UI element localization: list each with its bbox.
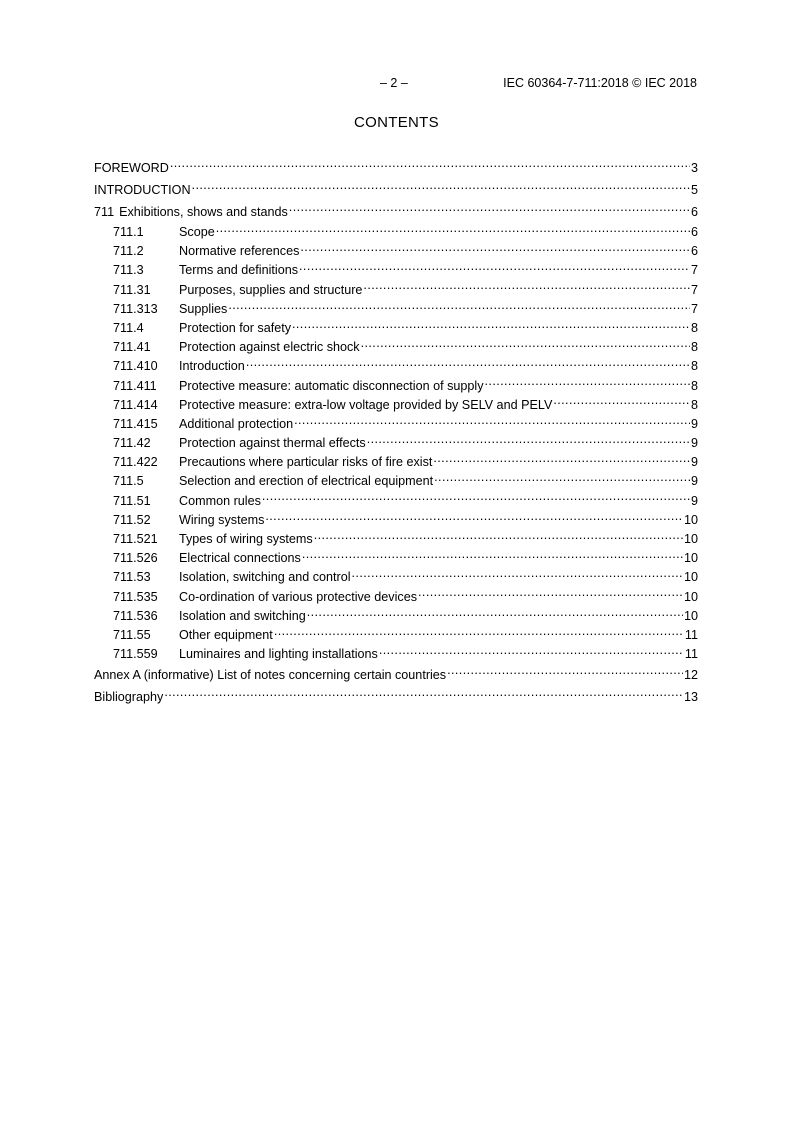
- toc-dot-leader: [265, 511, 683, 524]
- toc-entry-number: 711.31: [113, 282, 151, 297]
- toc-dot-leader: [289, 203, 690, 216]
- toc-entry-number: 711.2: [113, 244, 144, 259]
- toc-entry-number: 711: [94, 205, 115, 219]
- toc-entry-title: Purposes, supplies and structure: [179, 282, 363, 297]
- toc-entry-title: Electrical connections: [179, 551, 301, 566]
- toc-dot-leader: [553, 396, 690, 409]
- toc-entry[interactable]: [94, 568, 698, 587]
- toc-entry[interactable]: [94, 492, 698, 511]
- toc-entry-title: Protection against thermal effects: [179, 436, 366, 451]
- toc-dot-leader: [447, 667, 683, 680]
- toc-dot-leader: [246, 358, 690, 371]
- toc-entry-number: 711.42: [113, 436, 151, 451]
- toc-entry[interactable]: [94, 664, 698, 686]
- contents-title: CONTENTS: [354, 114, 439, 131]
- toc-entry-number: 711.521: [113, 532, 158, 546]
- toc-entry-title: Introduction: [179, 359, 245, 374]
- toc-entry-page: 11: [684, 627, 698, 642]
- toc-entry[interactable]: [94, 686, 698, 708]
- toc-entry-page: 8: [690, 378, 698, 393]
- toc-entry-title: Annex A (informative) List of notes concerning certain countries: [94, 668, 447, 683]
- toc-entry[interactable]: [94, 645, 698, 664]
- toc-dot-leader: [418, 588, 683, 601]
- table-of-contents: [94, 157, 698, 708]
- toc-entry[interactable]: [94, 201, 698, 223]
- toc-entry[interactable]: [94, 511, 698, 530]
- toc-entry-page: 7: [690, 263, 698, 278]
- toc-entry-page: 8: [690, 359, 698, 374]
- toc-entry[interactable]: [94, 472, 698, 491]
- toc-entry-number: 711.55: [113, 627, 151, 642]
- toc-entry-page: 10: [683, 570, 698, 585]
- toc-entry-title: FOREWORD: [94, 161, 169, 175]
- toc-dot-leader: [361, 339, 690, 352]
- toc-entry-title: Protective measure: automatic disconnection of supply: [179, 378, 484, 393]
- toc-entry-title: Normative references: [179, 244, 300, 259]
- toc-entry[interactable]: [94, 223, 698, 242]
- toc-entry-page: 7: [690, 301, 698, 316]
- toc-entry-page: 12: [683, 668, 698, 683]
- toc-entry-title: Additional protection: [179, 416, 294, 431]
- toc-entry[interactable]: [94, 281, 698, 300]
- toc-entry[interactable]: [94, 179, 698, 201]
- page-number: – 2 –: [380, 76, 408, 90]
- toc-entry-page: 7: [690, 282, 698, 297]
- toc-entry[interactable]: [94, 338, 698, 357]
- toc-entry[interactable]: [94, 588, 698, 607]
- toc-entry-number: 711.415: [113, 416, 158, 431]
- toc-entry-number: 711.422: [113, 455, 158, 470]
- toc-entry-page: 11: [684, 647, 698, 662]
- toc-entry[interactable]: [94, 319, 698, 338]
- toc-dot-leader: [314, 530, 683, 543]
- toc-entry-title: Isolation and switching: [179, 608, 306, 623]
- toc-entry-number: 711.1: [113, 225, 144, 239]
- toc-dot-leader: [228, 300, 690, 313]
- toc-entry[interactable]: [94, 377, 698, 396]
- toc-entry[interactable]: [94, 357, 698, 376]
- toc-entry[interactable]: [94, 300, 698, 319]
- toc-entry-number: 711.5: [113, 474, 144, 489]
- toc-entry-title: Types of wiring systems: [179, 532, 313, 546]
- toc-entry-number: 711.536: [113, 608, 158, 623]
- toc-entry[interactable]: [94, 261, 698, 280]
- toc-dot-leader: [216, 223, 690, 236]
- toc-entry-page: 10: [683, 589, 698, 604]
- toc-entry-title: Protection for safety: [179, 320, 291, 335]
- toc-entry-title: Supplies: [179, 301, 228, 316]
- page-header: [0, 76, 793, 92]
- toc-entry-page: 3: [690, 161, 698, 175]
- toc-dot-leader: [192, 181, 690, 194]
- toc-entry-title: Isolation, switching and control: [179, 570, 351, 585]
- toc-dot-leader: [302, 550, 683, 563]
- toc-entry-page: 9: [690, 455, 698, 470]
- toc-entry[interactable]: [94, 396, 698, 415]
- toc-entry-title: Terms and definitions: [179, 263, 299, 278]
- toc-dot-leader: [433, 454, 690, 467]
- toc-entry[interactable]: [94, 242, 698, 261]
- toc-entry-number: 711.535: [113, 589, 158, 604]
- toc-entry-page: 8: [690, 397, 698, 412]
- toc-dot-leader: [274, 626, 684, 639]
- toc-dot-leader: [294, 415, 690, 428]
- toc-entry-page: 8: [690, 340, 698, 355]
- toc-entry-title: Selection and erection of electrical equipment: [179, 474, 434, 489]
- toc-entry[interactable]: [94, 626, 698, 645]
- toc-entry-page: 9: [690, 436, 698, 451]
- toc-entry-title: Exhibitions, shows and stands: [119, 205, 288, 219]
- toc-entry-title: Other equipment: [179, 627, 273, 642]
- toc-entry-page: 8: [690, 320, 698, 335]
- toc-entry-page: 9: [690, 474, 698, 489]
- toc-entry-page: 6: [690, 205, 698, 219]
- toc-entry-number: 711.4: [113, 320, 144, 335]
- toc-dot-leader: [307, 607, 683, 620]
- toc-dot-leader: [434, 473, 690, 486]
- toc-entry-number: 711.313: [113, 301, 158, 316]
- toc-dot-leader: [379, 646, 684, 659]
- toc-dot-leader: [164, 689, 683, 702]
- toc-entry[interactable]: [94, 607, 698, 626]
- toc-entry-page: 10: [683, 551, 698, 566]
- toc-entry-number: 711.559: [113, 647, 158, 662]
- toc-entry-page: 10: [683, 512, 698, 527]
- toc-entry[interactable]: [94, 549, 698, 568]
- toc-entry-title: INTRODUCTION: [94, 183, 191, 197]
- toc-entry[interactable]: [94, 157, 698, 179]
- toc-entry-page: 10: [683, 608, 698, 623]
- toc-dot-leader: [170, 159, 690, 172]
- toc-dot-leader: [485, 377, 690, 390]
- toc-entry-number: 711.41: [113, 340, 151, 355]
- toc-entry[interactable]: [94, 415, 698, 434]
- toc-dot-leader: [367, 434, 690, 447]
- toc-dot-leader: [292, 319, 690, 332]
- document-reference: IEC 60364-7-711:2018 © IEC 2018: [503, 76, 697, 90]
- toc-entry-page: 5: [690, 183, 698, 197]
- toc-dot-leader: [300, 243, 690, 256]
- toc-entry-title: Luminaires and lighting installations: [179, 647, 378, 662]
- toc-entry-number: 711.53: [113, 570, 151, 585]
- toc-entry-page: 9: [690, 416, 698, 431]
- toc-entry-title: Scope: [179, 225, 215, 239]
- toc-entry-title: Co-ordination of various protective devices: [179, 589, 418, 604]
- toc-entry-number: 711.414: [113, 397, 158, 412]
- toc-dot-leader: [299, 262, 690, 275]
- toc-entry[interactable]: [94, 434, 698, 453]
- toc-entry-number: 711.51: [113, 493, 151, 508]
- toc-entry-page: 13: [683, 690, 698, 705]
- toc-entry-title: Protective measure: extra-low voltage provided by SELV and PELV: [179, 397, 553, 412]
- toc-entry-title: Precautions where particular risks of fire exist: [179, 455, 433, 470]
- toc-dot-leader: [262, 492, 690, 505]
- toc-dot-leader: [363, 281, 690, 294]
- toc-entry-number: 711.526: [113, 551, 158, 566]
- toc-entry-number: 711.411: [113, 378, 157, 393]
- toc-entry[interactable]: [94, 530, 698, 549]
- toc-entry-title: Protection against electric shock: [179, 340, 360, 355]
- toc-entry-page: 9: [690, 493, 698, 508]
- toc-entry-page: 6: [690, 225, 698, 239]
- toc-entry-page: 6: [690, 244, 698, 259]
- toc-entry-page: 10: [683, 532, 698, 546]
- toc-dot-leader: [352, 569, 683, 582]
- toc-entry-title: Wiring systems: [179, 512, 265, 527]
- toc-entry-title: Common rules: [179, 493, 261, 508]
- toc-entry-number: 711.52: [113, 512, 151, 527]
- toc-entry[interactable]: [94, 453, 698, 472]
- toc-entry-number: 711.410: [113, 359, 158, 374]
- toc-entry-number: 711.3: [113, 263, 144, 278]
- toc-entry-title: Bibliography: [94, 690, 164, 705]
